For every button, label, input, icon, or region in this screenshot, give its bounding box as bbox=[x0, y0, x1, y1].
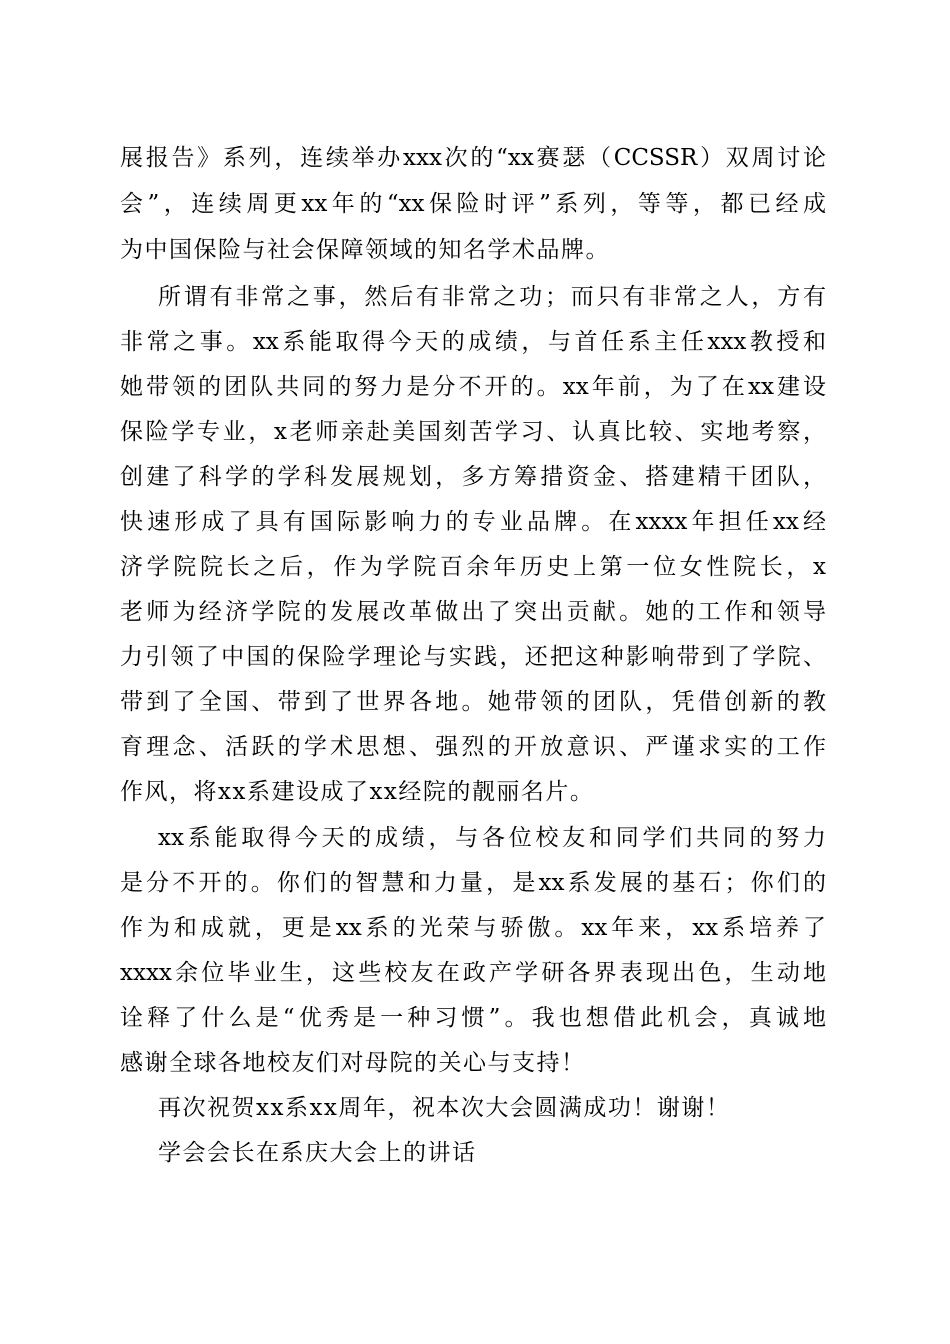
text-line: 所谓有非常之事，然后有非常之功；而只有非常之人，方有 bbox=[158, 284, 826, 310]
text-line: 作风，将xx系建设成了xx经院的靓丽名片。 bbox=[120, 779, 595, 805]
text-line: 是分不开的。你们的智慧和力量，是xx系发展的基石；你们的 bbox=[120, 870, 826, 896]
document-title-line: 学会会长在系庆大会上的讲话 bbox=[158, 1140, 477, 1166]
text-line: 感谢全球各地校友们对母院的关心与支持！ bbox=[120, 1050, 586, 1076]
text-line: 保险学专业，x老师亲赴美国刻苦学习、认真比较、实地考察， bbox=[120, 419, 826, 445]
text-line: 济学院院长之后，作为学院百余年历史上第一位女性院长，x bbox=[120, 554, 826, 580]
text-line: 诠释了什么是“优秀是一种习惯”。我也想借此机会，真诚地 bbox=[120, 1005, 826, 1031]
text-line: 快速形成了具有国际影响力的专业品牌。在xxxx年担任xx经 bbox=[120, 509, 826, 535]
text-line: 创建了科学的学科发展规划，多方筹措资金、搭建精干团队， bbox=[120, 464, 826, 490]
text-line: 会”，连续周更xx年的“xx保险时评”系列，等等，都已经成 bbox=[120, 191, 826, 217]
text-line: 展报告》系列，连续举办xxx次的“xx赛瑟（CCSSR）双周讨论 bbox=[120, 145, 826, 171]
text-line: 育理念、活跃的学术思想、强烈的开放意识、严谨求实的工作 bbox=[120, 734, 826, 760]
text-line: 非常之事。xx系能取得今天的成绩，与首任系主任xxx教授和 bbox=[120, 329, 826, 355]
text-line: 带到了全国、带到了世界各地。她带领的团队，凭借创新的教 bbox=[120, 689, 826, 715]
text-line: 为中国保险与社会保障领域的知名学术品牌。 bbox=[120, 237, 610, 263]
text-line: xx系能取得今天的成绩，与各位校友和同学们共同的努力 bbox=[158, 825, 826, 851]
text-line: 力引领了中国的保险学理论与实践，还把这种影响带到了学院、 bbox=[120, 644, 826, 670]
text-line: xxxx余位毕业生，这些校友在政产学研各界表现出色，生动地 bbox=[120, 960, 826, 986]
text-line: 作为和成就，更是xx系的光荣与骄傲。xx年来，xx系培养了 bbox=[120, 915, 826, 941]
text-line: 再次祝贺xx系xx周年，祝本次大会圆满成功！谢谢！ bbox=[158, 1095, 731, 1121]
text-line: 老师为经济学院的发展改革做出了突出贡献。她的工作和领导 bbox=[120, 599, 826, 625]
text-line: 她带领的团队共同的努力是分不开的。xx年前，为了在xx建设 bbox=[120, 374, 826, 400]
